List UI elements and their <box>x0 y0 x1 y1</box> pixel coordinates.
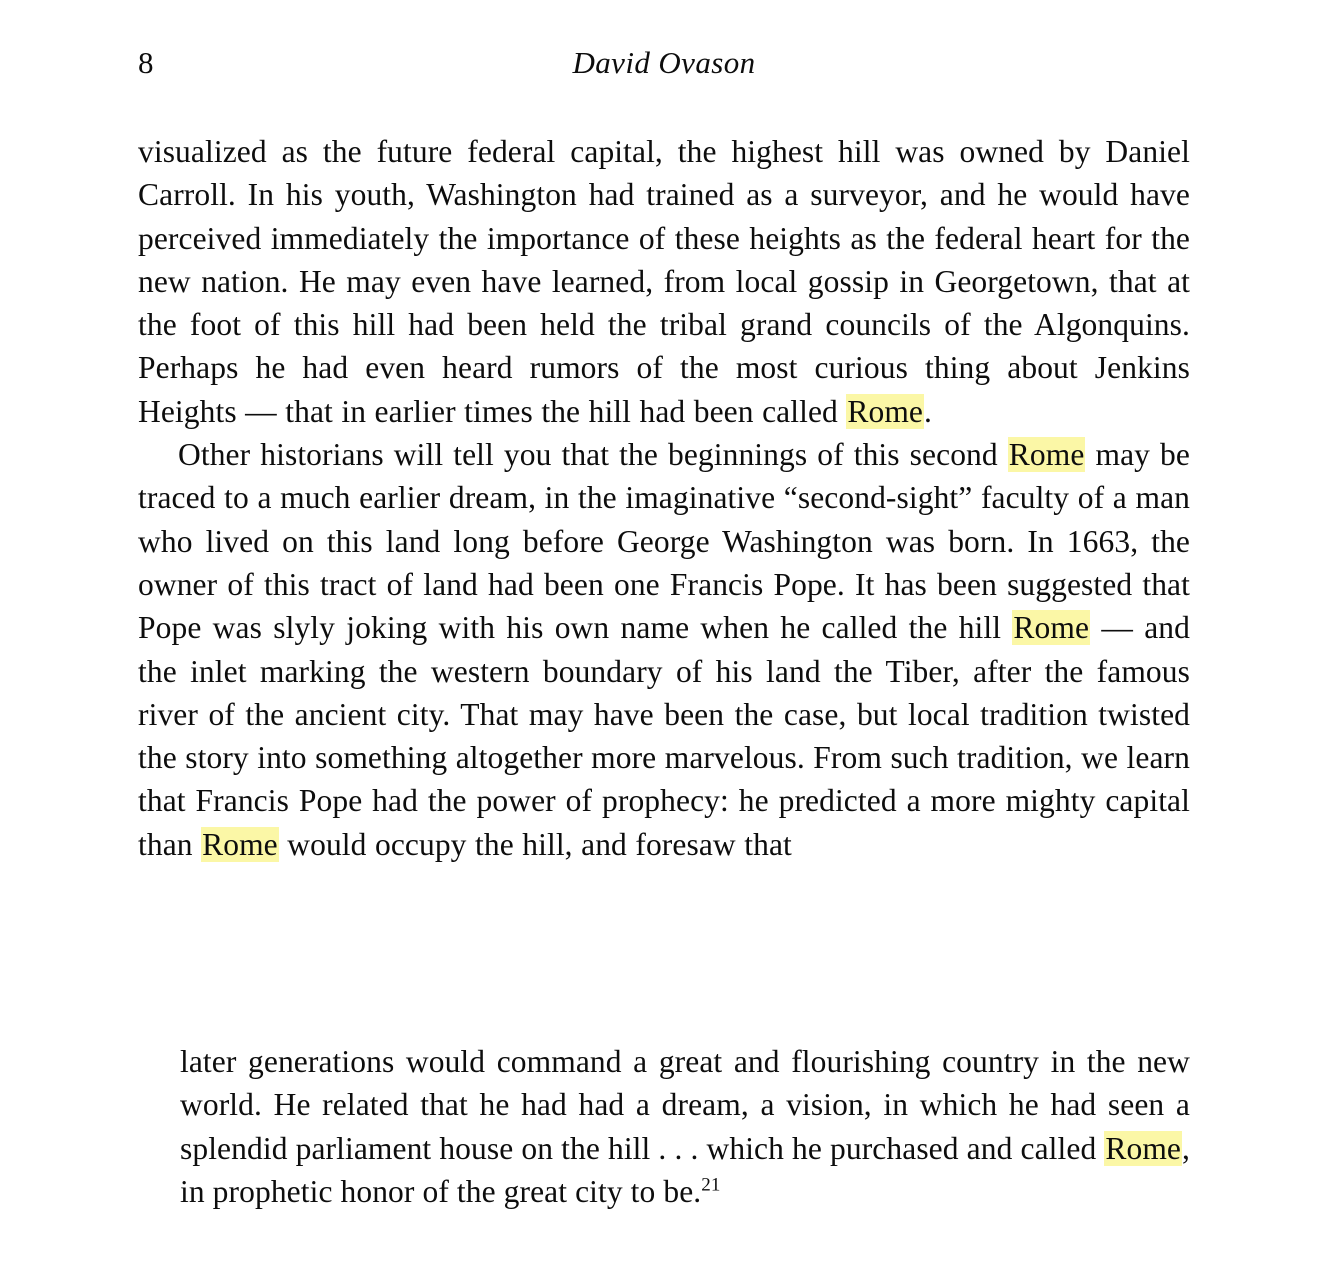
paragraph-2: Other historians will tell you that the beginnings of this second Rome may be traced to a much earlier dream, in the imaginative “second-sight” faculty of a man who lived on this land long before George Washington was born. In 1663, the owner of this tract of land had been one Francis Pope. It has been suggested that Pope was slyly joking with his own name when he called the hill Rome — and the inlet marking the western boundary of his land the Tiber, after the famous river of the ancient city. That may have been the case, but local tradition twisted the story into something altogether more marvelous. From such tradition, we learn that Francis Pope had the power of prophecy: he predicted a more mighty capital than Rome would occupy the hill, and foresaw that <box>138 437 1190 862</box>
page-number: 8 <box>138 45 154 80</box>
highlighted-term: Rome <box>202 826 278 862</box>
highlighted-term: Rome <box>1008 437 1085 473</box>
block-quotation <box>180 1040 1190 1213</box>
footnote-marker: 21 <box>701 1174 721 1196</box>
paragraph-1: visualized as the future federal capital, the highest hill was owned by Daniel Carroll. In his youth, Washington had trained as a surveyor, and he would have perceived immediately the importance of these heights as the federal heart for the new nation. He may even have learned, from local gossip in Georgetown, that at the foot of this hill had been held the tribal grand councils of the Algonquins. Perhaps he had even heard rumors of the most curious thing about Jenkins Heights — that in earlier times the hill had been called Rome. <box>138 134 1190 429</box>
body-text <box>138 130 1190 866</box>
quotation-text: later generations would command a great and flourishing country in the new world. He related that he had had a dream, a vision, in which he had seen a splendid parliament house on the hill . . . which he purchased and called Rome, in prophetic honor of the great city to be.$^{21}$ <box>180 1044 1190 1209</box>
running-head: David Ovason <box>572 45 756 80</box>
highlighted-term: Rome <box>847 393 924 429</box>
highlighted-term: Rome <box>1105 1130 1182 1166</box>
highlighted-term: Rome <box>1013 610 1090 646</box>
page-header <box>138 44 1190 88</box>
